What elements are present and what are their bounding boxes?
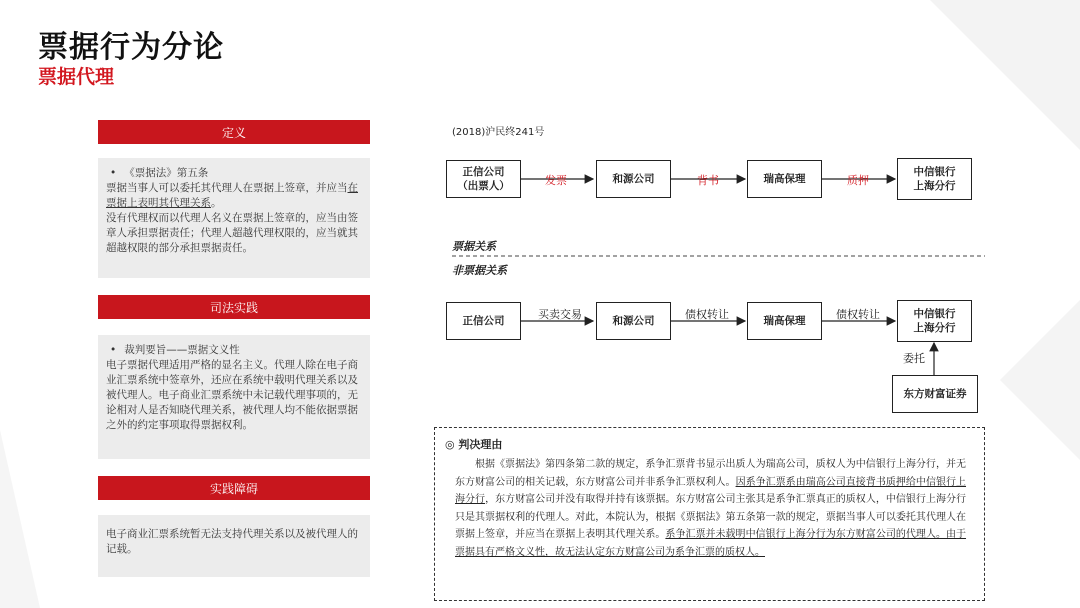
label-debt-transfer-1: 债权转让 xyxy=(685,308,729,321)
judgment-reason-box xyxy=(434,427,985,601)
judgment-reason-text: 根据《票据法》第四条第二款的规定，系争汇票背书显示出质人为瑞高公司，质权人为中信银行上海分行，并无东方财富公司的相关记载，东方财富公司并非系争汇票权利人。因系争汇票系由瑞高公司直接背书质押给中信银行上海分行，东方财富公司并没有取得并持有该票据。东方财富公司主张其是系争汇票真正的质权人，中信银行上海分行只是其票据权利的代理人。对此，本院认为，根据《票据法》第五条第一款的规定，票据当事人可以委托其代理人在票据上签章，并应当在票据上表明其代理关系。系争汇票并未载明中信银行上海分行为东方财富公司的代理人。由于票据具有严格文义性，故无法认定东方财富公司为系争汇票的质权人。 xyxy=(455,459,967,558)
page-subtitle: 票据代理 xyxy=(38,66,115,88)
node-ruigao: 瑞高保理 xyxy=(747,160,822,198)
label-entrust: 委托 xyxy=(903,352,925,365)
definition-line1: 票据当事人可以委托其代理人在票据上签章，并应当在票据上表明其代理关系。 xyxy=(106,182,358,209)
node-zhengxin: 正信公司 xyxy=(446,302,521,340)
definition-line2: 没有代理权而以代理人名义在票据上签章的，应当由签章人承担票据责任；代理人超越代理权限的，应当就其超越权限的部分承担票据责任。 xyxy=(106,212,358,254)
label-issue: 发票 xyxy=(545,174,567,187)
label-pledge: 质押 xyxy=(847,174,869,187)
node-heyuan-2: 和源公司 xyxy=(596,302,671,340)
case-number: (2018)沪民终241号 xyxy=(452,127,545,138)
practice-heading: 司法实践 xyxy=(98,295,370,319)
label-endorse: 背书 xyxy=(697,174,719,187)
obstacle-heading: 实践障碍 xyxy=(98,476,370,500)
label-non-bill-relation: 非票据关系 xyxy=(452,264,507,277)
definition-bullet: • 《票据法》第五条 xyxy=(106,166,360,181)
label-trade: 买卖交易 xyxy=(538,308,582,321)
node-ruigao-2: 瑞高保理 xyxy=(747,302,822,340)
obstacle-text: 电子商业汇票系统暂无法支持代理关系以及被代理人的记载。 xyxy=(106,528,358,555)
node-citic-shanghai: 中信银行 上海分行 xyxy=(897,158,972,200)
node-zhengxin-drawer: 正信公司 （出票人） xyxy=(446,160,521,198)
label-debt-transfer-2: 债权转让 xyxy=(836,308,880,321)
page-title: 票据行为分论 xyxy=(38,30,224,65)
label-bill-relation: 票据关系 xyxy=(452,240,496,253)
judgment-reason-title: ◎ 判决理由 xyxy=(445,438,503,451)
node-citic-shanghai-2: 中信银行 上海分行 xyxy=(897,300,972,342)
definition-heading: 定义 xyxy=(98,120,370,144)
practice-bullet: • 裁判要旨——票据文义性 xyxy=(106,343,360,358)
practice-text: 电子票据代理适用严格的显名主义。代理人除在电子商业汇票系统中签章外，还应在系统中载明代理关系以及被代理人。电子商业汇票系统中未记载代理事项的，无论相对人是否知晓代理关系，被代理人均不能依据票据之外的约定事项取得票据权利。 xyxy=(106,359,358,431)
node-heyuan: 和源公司 xyxy=(596,160,671,198)
node-dongfang-securities: 东方财富证券 xyxy=(892,375,978,413)
